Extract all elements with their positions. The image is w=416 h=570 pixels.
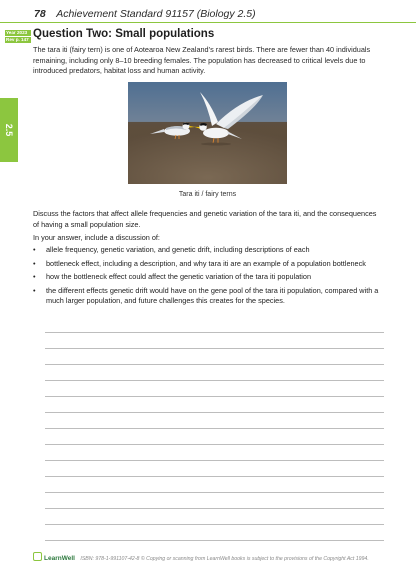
bullet-icon: • <box>33 245 36 254</box>
bullet-icon: • <box>33 285 36 295</box>
bullet-icon: • <box>33 272 36 282</box>
badge-year: Year 2023 <box>5 30 31 36</box>
answer-line[interactable] <box>45 509 384 525</box>
answer-line[interactable] <box>45 429 384 445</box>
copyright-notice: © Copying or scanning from LearnWell books is subject to the provisions of the Copyright Act 1994. <box>140 556 369 562</box>
badge-revision: Rev p. 147 <box>5 37 31 43</box>
exam-reference-badge <box>5 30 31 44</box>
page-footer <box>33 552 385 562</box>
list-item-text: the different effects genetic drift would have on the gene pool of the tara iti population, compared with a much larger population, and future challenges this creates for the species. <box>46 285 379 305</box>
answer-line[interactable] <box>45 525 384 541</box>
answer-line[interactable] <box>45 477 384 493</box>
answer-line[interactable] <box>45 493 384 509</box>
answer-line[interactable] <box>45 461 384 477</box>
list-item <box>33 272 385 282</box>
chapter-side-tab-label: 2.5 <box>4 123 14 137</box>
fairy-tern-photo <box>128 82 287 184</box>
answer-line[interactable] <box>45 413 384 429</box>
question-title: Question Two: Small populations <box>33 28 215 40</box>
header-rule <box>0 22 416 23</box>
list-item-text: allele frequency, genetic variation, and genetic drift, including descriptions of each <box>46 245 310 254</box>
publisher-name: LearnWell <box>44 555 75 562</box>
page-header <box>34 8 256 20</box>
list-item-text: how the bottleneck effect could affect the genetic variation of the tara iti population <box>46 272 312 282</box>
list-item-text: bottleneck effect, including a description, and why tara iti are an example of a population bottleneck <box>46 258 366 268</box>
learnwell-logo-icon <box>33 552 42 561</box>
photo-caption: Tara iti / fairy terns <box>178 191 237 198</box>
answer-area[interactable] <box>45 317 384 541</box>
answer-line[interactable] <box>45 397 384 413</box>
page-number: 78 <box>34 8 46 20</box>
bullet-icon: • <box>33 258 36 268</box>
requirement-list <box>33 245 385 309</box>
answer-line[interactable] <box>45 317 384 333</box>
isbn: ISBN: 978-1-991107-42-8 <box>80 556 140 562</box>
list-item <box>33 286 385 306</box>
discuss-prompt: Discuss the factors that affect allele frequencies and genetic variation of the tara iti, and the consequences of having a small population size. <box>33 209 377 229</box>
fairy-tern-illustration <box>128 82 287 184</box>
answer-line[interactable] <box>45 349 384 365</box>
answer-line[interactable] <box>45 365 384 381</box>
answer-line[interactable] <box>45 381 384 397</box>
include-intro: In your answer, include a discussion of: <box>33 233 160 242</box>
header-title: Achievement Standard 91157 (Biology 2.5) <box>56 8 256 20</box>
list-item <box>33 245 385 255</box>
publisher-logo <box>33 555 75 562</box>
answer-line[interactable] <box>45 333 384 349</box>
answer-line[interactable] <box>45 445 384 461</box>
chapter-side-tab <box>0 98 18 162</box>
list-item <box>33 259 385 269</box>
question-intro: The tara iti (fairy tern) is one of Aotearoa New Zealand’s rarest birds. There are fewer than 40 individuals remaining, including only 8–10 breeding females. The population has decreased to critical levels due to introduced predators, habitat loss and human activity. <box>33 45 371 75</box>
